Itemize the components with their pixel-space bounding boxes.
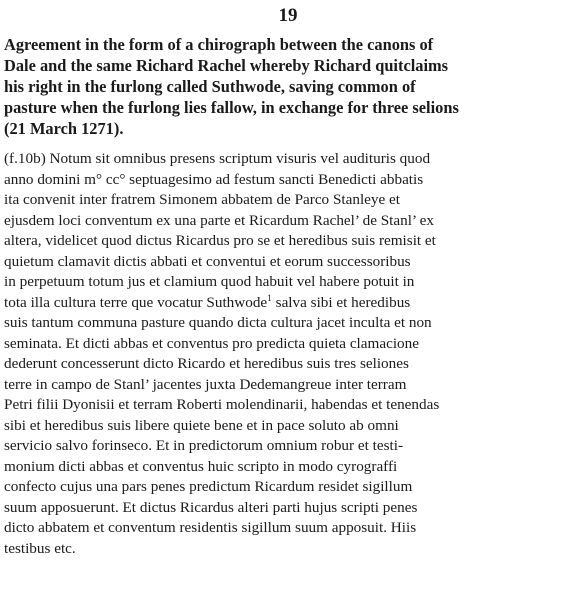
body-line: suis tantum communa pasture quando dicta cultura jacet inculta et non	[4, 314, 432, 331]
footnote-marker: 1	[267, 293, 272, 304]
body-line: terre in campo de Stanl’ jacentes juxta Dedemangreue inter terram	[4, 375, 407, 393]
heading-line: (21 March 1271).	[4, 119, 124, 138]
body-line-start: tota illa cultura terre que vocatur Suthwode	[4, 293, 268, 311]
body-line: confecto cujus una pars penes predictum Ricardum residet sigillum	[4, 478, 413, 495]
body-line: anno domini m° cc° septuagesimo ad festum sancti Benedicti abbatis	[4, 170, 424, 188]
body-line: suum apposuerunt. Et dictus Ricardus alteri parti hujus scripti penes	[4, 498, 418, 516]
body-line: ita convenit inter fratrem Simonem abbatem de Parco Stanleye et	[4, 191, 401, 208]
body-line: dicto abbatem et conventum residentis sigillum suum apposuit. Hiis	[4, 519, 417, 536]
body-line: testibus etc.	[4, 539, 76, 557]
body-line: (f.10b) Notum sit omnibus presens scriptum visuris vel audituris quod	[4, 150, 431, 167]
heading-line: pasture when the furlong lies fallow, in exchange for three selions	[4, 98, 459, 117]
body-line: altera, videlicet quod dictus Ricardus pro se et heredibus suis remisit et	[4, 232, 436, 249]
body-line-with-footnote	[4, 293, 572, 314]
heading-line: his right in the furlong called Suthwode, saving common of	[4, 77, 416, 96]
heading-line: Agreement in the form of a chirograph between the canons of	[4, 35, 434, 54]
document-heading	[4, 34, 572, 139]
body-line: quietum clamavit dictis abbati et conventui et eorum successoribus	[4, 252, 411, 270]
body-line: seminata. Et dicti abbas et conventus pro predicta quieta clamacione	[4, 334, 419, 352]
body-line: ejusdem loci conventum ex una parte et Ricardum Rachel’ de Stanl’ ex	[4, 211, 435, 229]
document-number: 19	[278, 5, 298, 26]
document-page	[4, 4, 572, 559]
document-body	[4, 149, 572, 559]
body-line: Petri filii Dyonisii et terram Roberti molendinarii, habendas et tenendas	[4, 396, 440, 413]
body-line: monium dicti abbas et conventus huic scripto in modo cyrograffi	[4, 457, 398, 475]
body-line: servicio salvo forinseco. Et in predictorum omnium robur et testi-	[4, 437, 403, 454]
body-line: dederunt concesserunt dicto Ricardo et heredibus suis tres seliones	[4, 355, 409, 372]
body-line: in perpetuum totum jus et clamium quod habuit vel habere potuit in	[4, 273, 415, 290]
body-line: sibi et heredibus suis libere quiete bene et in pace soluto ab omni	[4, 416, 399, 434]
body-line-rest: salva sibi et heredibus	[271, 293, 411, 311]
heading-line: Dale and the same Richard Rachel whereby Richard quitclaims	[4, 56, 449, 75]
